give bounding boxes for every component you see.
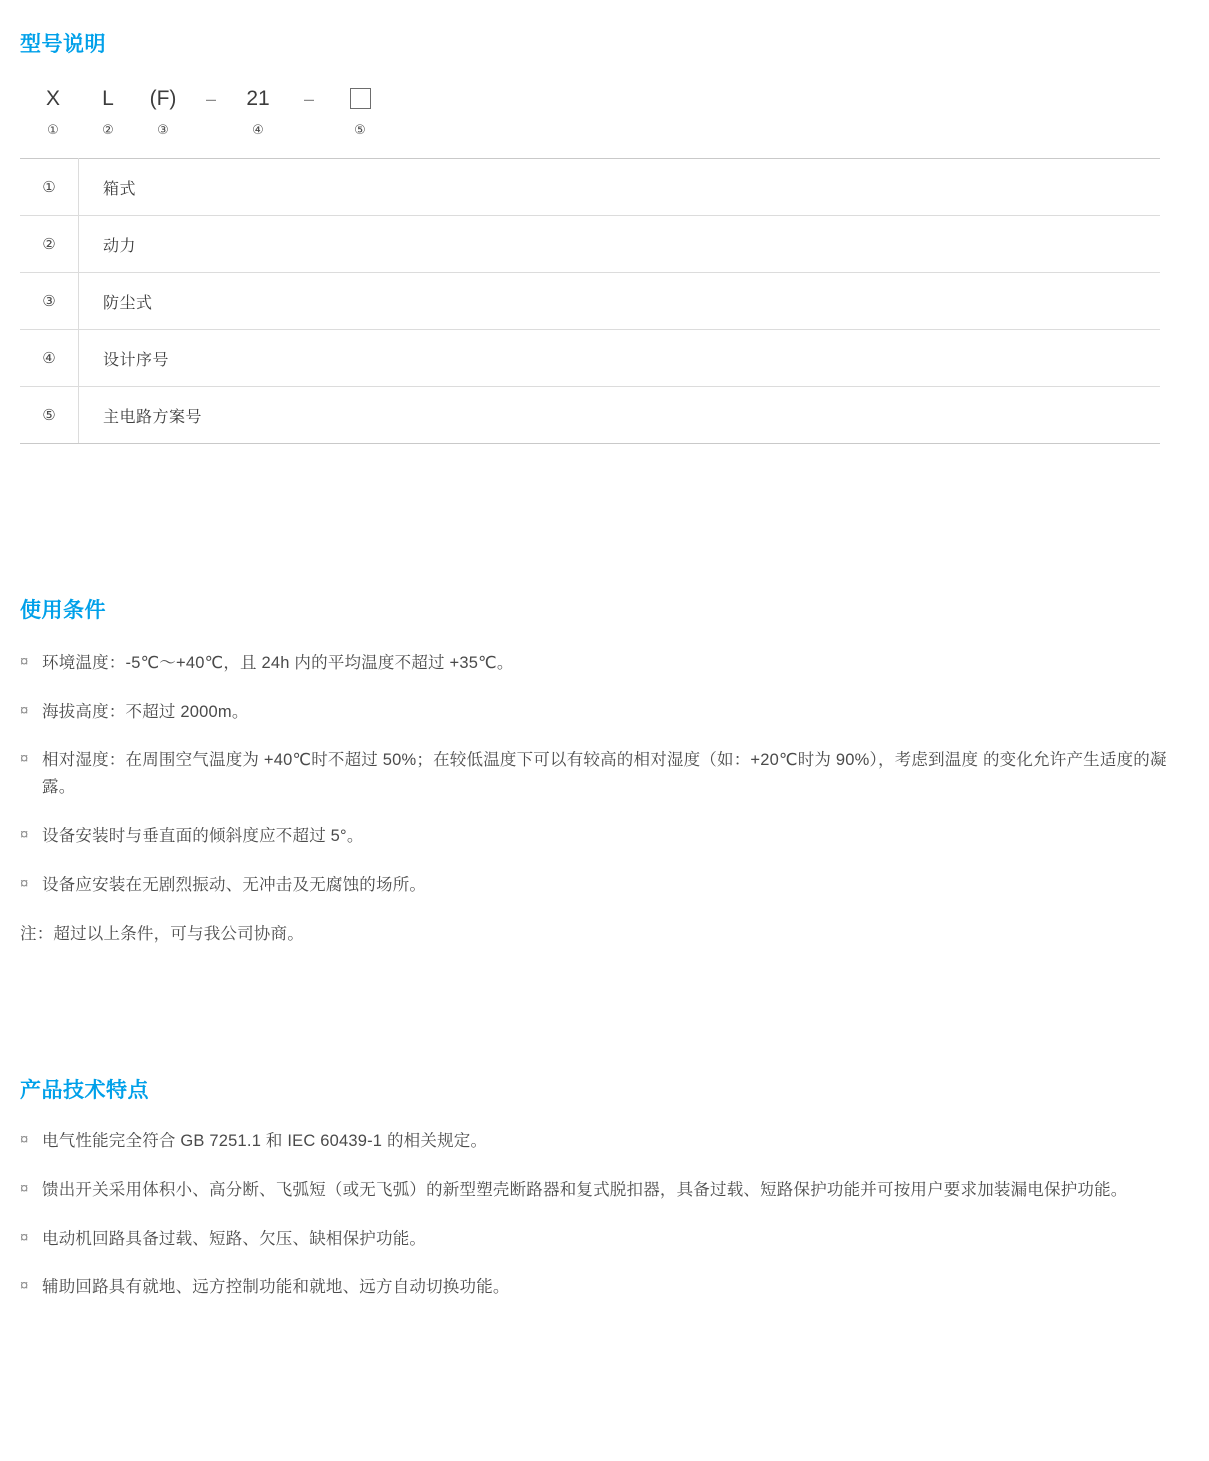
model-code-part-1 (26, 84, 80, 142)
model-code-marker: ② (102, 122, 114, 137)
model-code-marker: ① (47, 122, 59, 137)
product-features-title: 产品技术特点 (20, 1079, 149, 1103)
bullet-icon: ¤ (20, 874, 29, 892)
list-item-text: 海拔高度：不超过 2000m。 (42, 702, 249, 721)
model-description-title: 型号说明 (20, 33, 106, 56)
model-code-marker (284, 118, 334, 142)
list-item-text: 环境温度：-5℃～+40℃，且 24h 内的平均温度不超过 +35℃。 (42, 654, 514, 672)
list-item (20, 747, 1189, 800)
table-row (20, 216, 1160, 273)
list-item (20, 1177, 1189, 1204)
model-code-marker: ⑤ (354, 122, 366, 137)
usage-conditions-title: 使用条件 (20, 599, 106, 622)
legend-description: 防尘式 (79, 273, 1161, 330)
model-code-glyph: (F) (149, 87, 177, 110)
legend-description: 设计序号 (79, 330, 1161, 387)
legend-description: 动力 (79, 216, 1161, 273)
usage-conditions-section (20, 444, 1189, 944)
product-features-section (20, 944, 1189, 1361)
list-item-text: 辅助回路具有就地、远方控制功能和就地、远方自动切换功能。 (42, 1278, 510, 1297)
list-item-text: 相对湿度：在周围空气温度为 +40℃时不超过 50%；在较低温度下可以有较高的相对湿度（如：+20℃时为 90%），考虑到温度 的变化允许产生适度的凝露。 (42, 751, 1167, 797)
model-code-marker: ④ (252, 122, 264, 137)
list-item (20, 872, 1189, 899)
bullet-icon: ¤ (20, 1180, 29, 1198)
list-item-text: 馈出开关采用体积小、高分断、飞弧短（或无飞弧）的新型塑壳断路器和复式脱扣器，具备过载、短路保护功能并可按用户要求加装漏电保护功能。 (42, 1181, 1128, 1200)
model-code-part-5 (334, 84, 386, 142)
model-code-glyph: 21 (246, 87, 270, 110)
bullet-icon: ¤ (20, 750, 29, 768)
table-row (20, 273, 1160, 330)
model-code-glyph: – (205, 89, 216, 109)
model-code-part-2 (80, 84, 136, 142)
product-features-list (20, 1128, 1189, 1301)
bullet-icon: ¤ (20, 1277, 29, 1295)
list-item (20, 699, 1189, 726)
legend-description: 箱式 (79, 159, 1161, 216)
legend-index: ① (20, 159, 79, 216)
model-code-glyph: X (45, 87, 60, 110)
table-row (20, 159, 1160, 216)
list-item (20, 1226, 1189, 1253)
model-code-dash-1 (190, 84, 232, 142)
list-item-text: 设备应安装在无剧烈振动、无冲击及无腐蚀的场所。 (42, 875, 427, 894)
legend-index: ④ (20, 330, 79, 387)
model-description-section (20, 0, 1189, 444)
list-item-text: 设备安装时与垂直面的倾斜度应不超过 5°。 (42, 826, 364, 845)
list-item (20, 1128, 1189, 1155)
bullet-icon: ¤ (20, 653, 29, 670)
model-code-marker (190, 118, 232, 142)
usage-conditions-note: 注：超过以上条件，可与我公司协商。 (20, 925, 304, 944)
model-code-row (20, 84, 1189, 142)
list-item (20, 1274, 1189, 1301)
bullet-icon: ¤ (20, 1131, 29, 1149)
model-code-empty-box-icon (334, 84, 386, 114)
model-code-glyph: – (303, 89, 314, 109)
model-code-glyph: L (102, 87, 114, 110)
usage-conditions-list (20, 650, 1189, 898)
legend-description: 主电路方案号 (79, 387, 1161, 444)
model-code-part-4 (232, 84, 284, 142)
model-code-part-3 (136, 84, 190, 142)
model-code-marker: ③ (157, 122, 169, 137)
list-item (20, 823, 1189, 850)
list-item (20, 650, 1189, 677)
list-item-text: 电气性能完全符合 GB 7251.1 和 IEC 60439-1 的相关规定。 (42, 1132, 488, 1151)
legend-index: ③ (20, 273, 79, 330)
legend-index: ② (20, 216, 79, 273)
bullet-icon: ¤ (20, 825, 29, 843)
model-code-dash-2 (284, 84, 334, 142)
legend-index: ⑤ (20, 387, 79, 444)
bullet-icon: ¤ (20, 701, 29, 719)
bullet-icon: ¤ (20, 1228, 29, 1246)
table-row (20, 330, 1160, 387)
list-item-text: 电动机回路具备过载、短路、欠压、缺相保护功能。 (42, 1229, 427, 1248)
table-row (20, 387, 1160, 444)
model-legend-table (20, 158, 1160, 444)
